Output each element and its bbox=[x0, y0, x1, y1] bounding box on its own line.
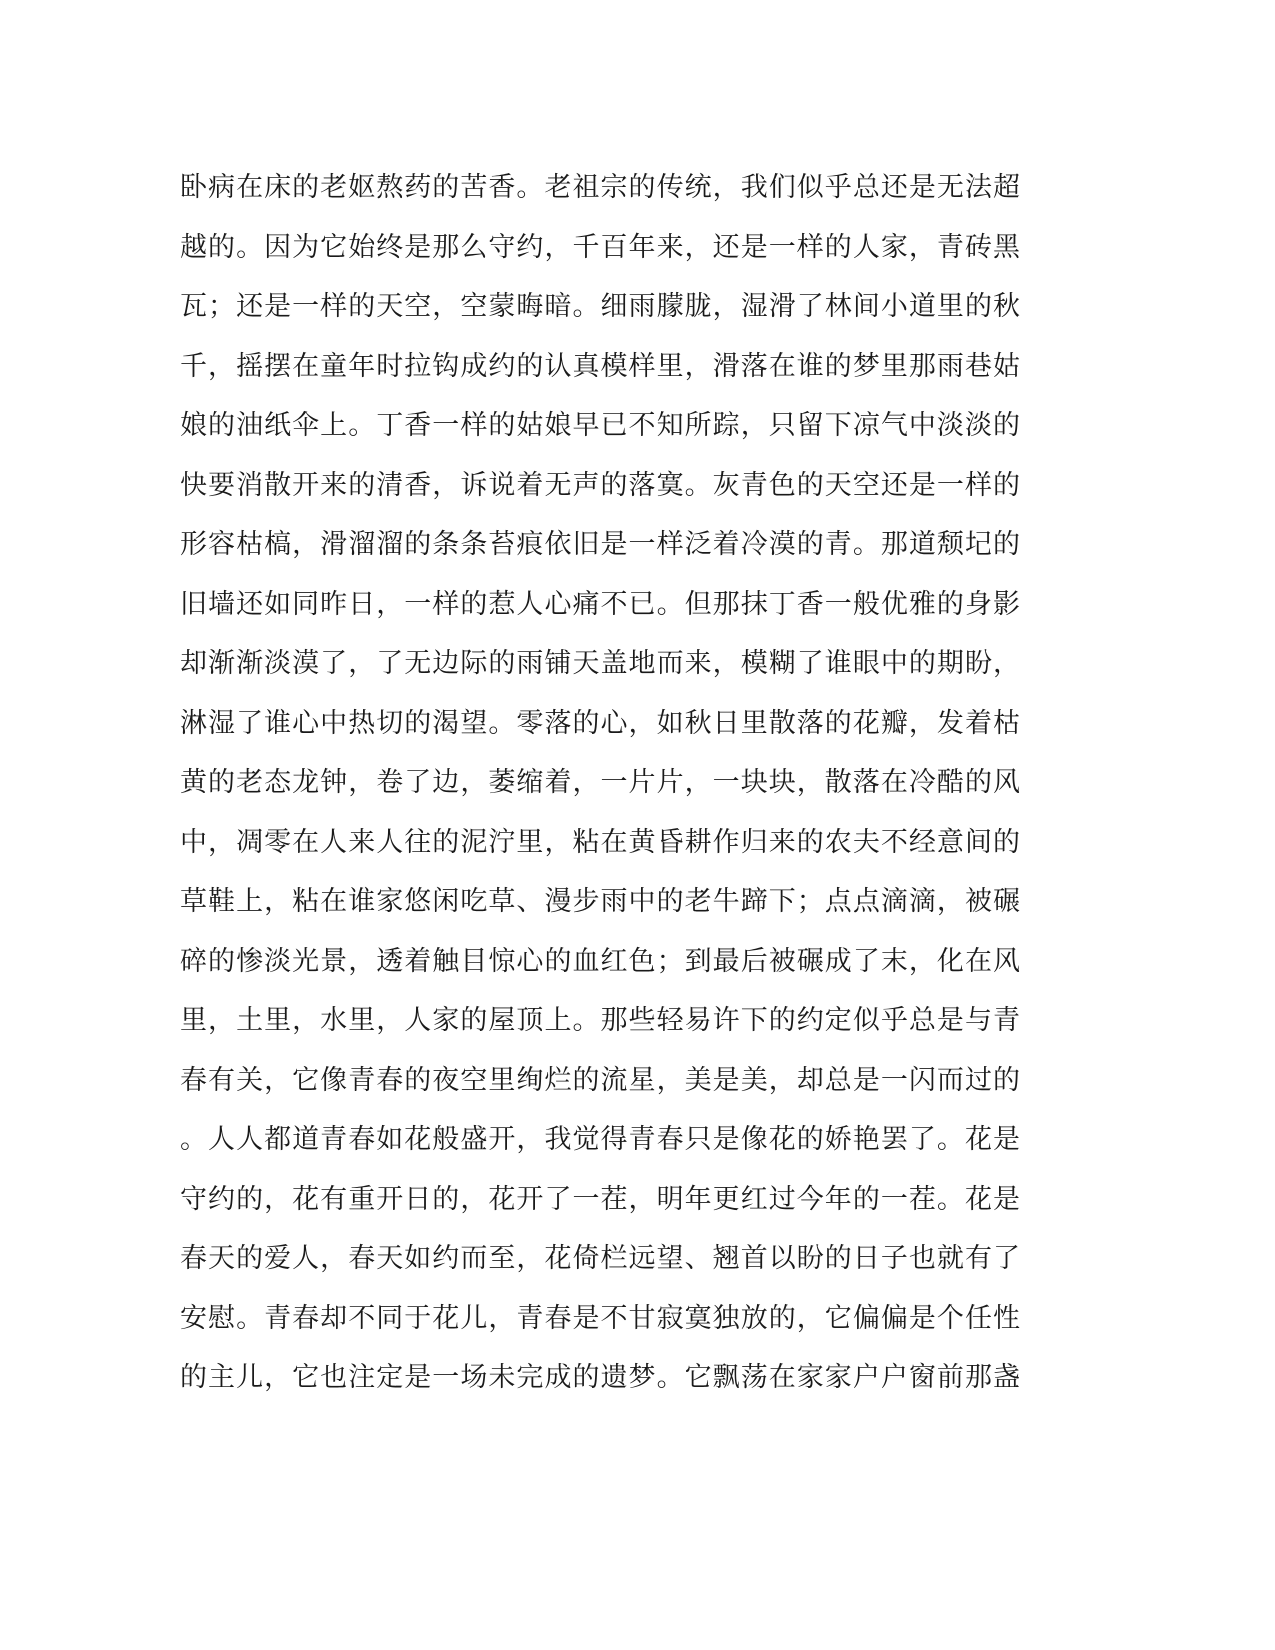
text-line: 却渐渐淡漠了，了无边际的雨铺天盖地而来，模糊了谁眼中的期盼， bbox=[180, 648, 1020, 679]
text-line: 瓦；还是一样的天空，空蒙晦暗。细雨朦胧，湿滑了林间小道里的秋 bbox=[180, 291, 1020, 322]
text-line: 中，凋零在人来人往的泥泞里，粘在黄昏耕作归来的农夫不经意间的 bbox=[180, 826, 1020, 858]
text-line: 娘的油纸伞上。丁香一样的姑娘早已不知所踪，只留下凉气中淡淡的 bbox=[180, 410, 1020, 441]
text-line: 黄的老态龙钟，卷了边，萎缩着，一片片，一块块，散落在冷酷的风 bbox=[180, 767, 1020, 798]
text-line: 越的。因为它始终是那么守约，千百年来，还是一样的人家，青砖黑 bbox=[180, 231, 1020, 263]
text-line: 安慰。青春却不同于花儿，青春是不甘寂寞独放的，它偏偏是个任性 bbox=[180, 1302, 1020, 1334]
text-line: 快要消散开来的清香，诉说着无声的落寞。灰青色的天空还是一样的 bbox=[180, 469, 1020, 501]
text-line: 旧墙还如同昨日，一样的惹人心痛不已。但那抹丁香一般优雅的身影 bbox=[180, 588, 1020, 620]
text-line: 碎的惨淡光景，透着触目惊心的血红色；到最后被碾成了末，化在风 bbox=[180, 945, 1020, 977]
text-line: 。人人都道青春如花般盛开，我觉得青春只是像花的娇艳罢了。花是 bbox=[180, 1124, 1020, 1155]
text-line: 守约的，花有重开日的，花开了一茬，明年更红过今年的一茬。花是 bbox=[180, 1183, 1020, 1215]
text-line: 形容枯槁，滑溜溜的条条苔痕依旧是一样泛着冷漠的青。那道颓圮的 bbox=[180, 529, 1020, 560]
text-line: 草鞋上，粘在谁家悠闲吃草、漫步雨中的老牛蹄下；点点滴滴，被碾 bbox=[180, 886, 1020, 917]
text-line: 卧病在床的老妪熬药的苦香。老祖宗的传统，我们似乎总还是无法超 bbox=[180, 172, 1020, 203]
text-line: 里，土里，水里，人家的屋顶上。那些轻易许下的约定似乎总是与青 bbox=[180, 1005, 1020, 1036]
text-line: 春有关，它像青春的夜空里绚烂的流星，美是美，却总是一闪而过的 bbox=[180, 1064, 1020, 1096]
text-line: 千，摇摆在童年时拉钩成约的认真模样里，滑落在谁的梦里那雨巷姑 bbox=[180, 350, 1020, 382]
body-text bbox=[180, 158, 1020, 1408]
text-line: 淋湿了谁心中热切的渴望。零落的心，如秋日里散落的花瓣，发着枯 bbox=[180, 707, 1020, 739]
text-line: 的主儿，它也注定是一场未完成的遗梦。它飘荡在家家户户窗前那盏 bbox=[180, 1362, 1020, 1393]
text-line: 春天的爱人，春天如约而至，花倚栏远望、翘首以盼的日子也就有了 bbox=[180, 1243, 1020, 1274]
